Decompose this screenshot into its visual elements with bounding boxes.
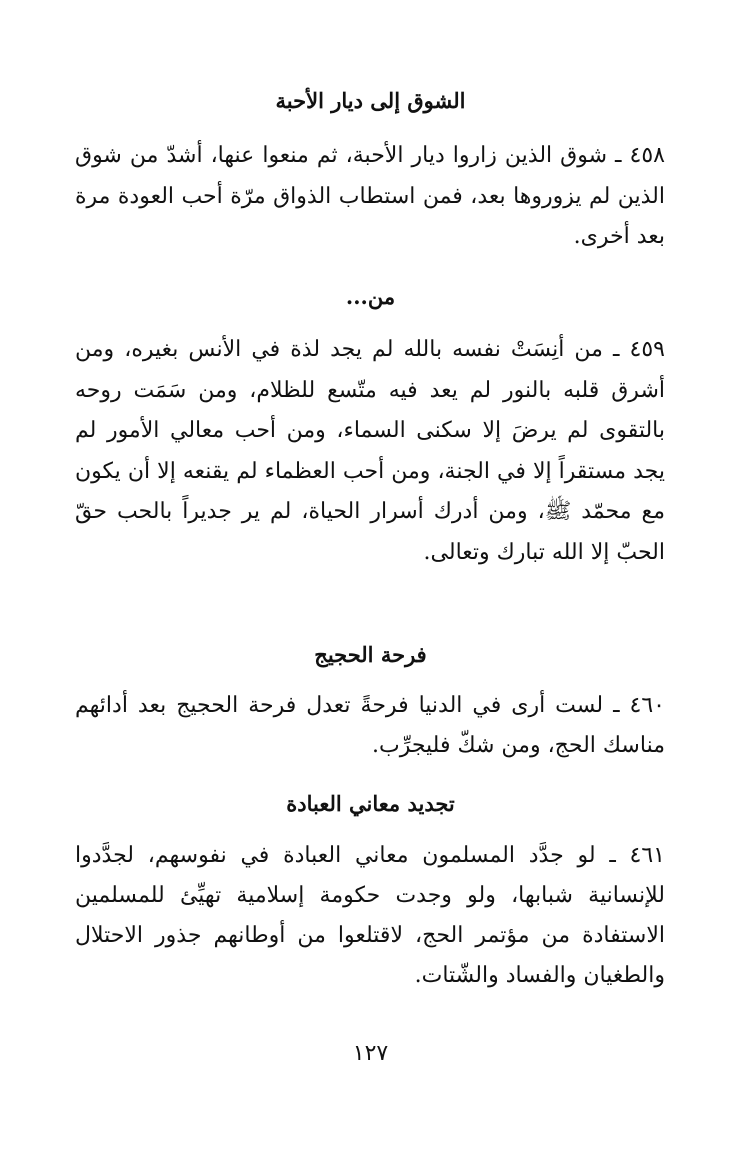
paragraph-461: ٤٦١ ـ لو جدَّد المسلمون معاني العبادة في نفوسهم، لجدَّدوا للإنسانية شبابها، ولو وجدت حكومة إسلامية تهيِّئ للمسلمين الاستفادة من مؤتمر الحج، لاقتلعوا من أوطانهم جذور الاحتلال والطغيان والفساد والشّتات. [75, 843, 665, 988]
paragraph-460: ٤٦٠ ـ لست أرى في الدنيا فرحةً تعدل فرحة الحجيج بعد أدائهم مناسك الحج، ومن شكّ فليجرِّب. [75, 693, 665, 758]
page-number: ١٢٧ [352, 1041, 389, 1066]
section-title-pilgrims-joy: فرحة الحجيج [314, 642, 427, 667]
section-title-whoever: من... [345, 284, 396, 309]
section-title-renewing-worship: تجديد معاني العبادة [286, 791, 455, 816]
paragraph-459: ٤٥٩ ـ من أنِسَتْ نفسه بالله لم يجد لذة في الأنس بغيره، ومن أشرق قلبه بالنور لم يعد فيه متّسع للظلام، ومن سَمَت روحه بالتقوى لم يرضَ إلا سكنى السماء، ومن أحب معالي الأمور لم يجد مستقراً إلا في الجنة، ومن أحب العظماء لم يقنعه إلا أن يكون مع محمّد ﷺ، ومن أدرك أسرار الحياة، لم ير جديراً بالحب حقّ الحبّ إلا الله تبارك وتعالى. [75, 337, 665, 565]
section-title-longing: الشوق إلى ديار الأحبة [275, 88, 466, 113]
paragraph-458: ٤٥٨ ـ شوق الذين زاروا ديار الأحبة، ثم منعوا عنها، أشدّ من شوق الذين لم يزوروها بعد، فمن استطاب الذواق مرّة أحب العودة مرة بعد أخرى. [75, 143, 665, 249]
